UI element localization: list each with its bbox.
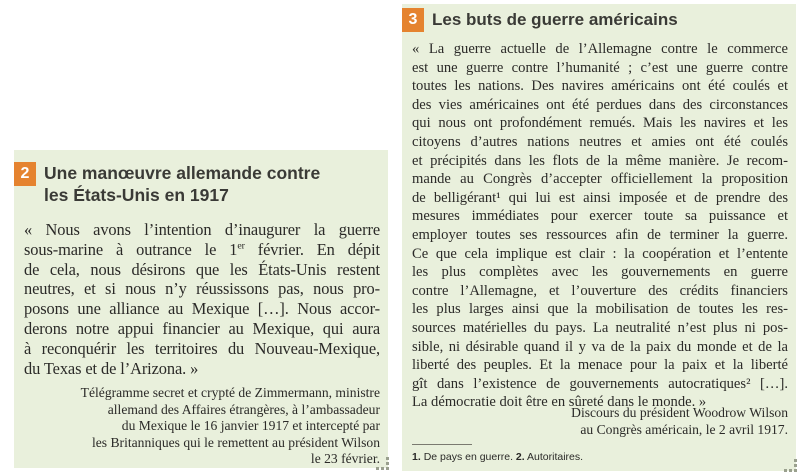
quote-line: employer toutes ses ressources afin de terminer la guerre. <box>412 226 788 243</box>
source-line: du Mexique le 16 janvier 1917 et intercepté par <box>121 418 380 433</box>
quote-line: Ce que cela implique est clair : la coopération et l’entente <box>412 245 788 262</box>
quote-line: et précipités dans les flots de la même manière. Je recom- <box>412 152 788 169</box>
document-2-heading <box>14 162 320 206</box>
quote-line: mande au Congrès d’accepter officiellement la proposition <box>412 171 788 188</box>
source-line: au Congrès américain, le 2 avril 1917. <box>580 422 788 437</box>
corner-decoration <box>376 457 389 470</box>
quote-line: sources matérielles du pays. La neutralité n’est plus ni pos- <box>412 319 788 336</box>
document-3-source <box>412 404 788 438</box>
document-2-title <box>44 162 320 206</box>
document-2-source <box>24 385 380 468</box>
footnote-2-text: Autoritaires. <box>527 451 584 463</box>
source-line: le 23 février. <box>310 451 380 466</box>
source-line: les Britanniques qui le remettent au président Wilson <box>91 434 380 450</box>
document-2-title-line-2: les États-Unis en 1917 <box>44 185 229 205</box>
quote-line: citoyens d’autres nations neutres et amies ont été coulés <box>412 133 788 150</box>
quote-line: « La guerre actuelle de l’Allemagne contre le commerce <box>412 41 788 57</box>
corner-decoration <box>784 459 797 472</box>
quote-line: à reconquérir les territoires du Nouveau-Mexique, <box>24 338 380 358</box>
quote-line: toutes les nations. Des navires américains ont été coulés et <box>412 78 788 95</box>
source-line: allemand des Affaires étrangères, à l’ambassadeur <box>107 401 380 417</box>
quote-line: derons notre appui financier au Mexique, qui aura <box>24 318 380 338</box>
quote-line: contre l’Allemagne, et l’ouverture des crédits financiers <box>412 282 788 299</box>
footnote-1-number: 1. <box>412 451 421 463</box>
document-2-number-badge: 2 <box>14 162 36 186</box>
quote-line: « Nous avons l’intention d’inaugurer la guerre <box>24 220 380 239</box>
footnote-1-text: De pays en guerre. <box>423 451 513 463</box>
quote-line: sous-marine à outrance le 1er février. En dépit <box>24 239 381 259</box>
footnote-divider <box>412 444 472 445</box>
quote-line: les plus complètes avec les gouvernements en guerre <box>412 264 788 281</box>
quote-line: de belligérant¹ qui lui est ainsi imposée et de prendre des <box>412 189 788 206</box>
footnote-2-number: 2. <box>515 451 525 463</box>
document-3-heading <box>402 8 678 32</box>
quote-line: sible, ni désirable quand il y va de la paix du monde et de la <box>412 338 788 355</box>
quote-line: liberté des peuples. Et la menace pour la paix et la liberté <box>412 357 788 374</box>
document-3-number-badge: 3 <box>402 8 424 32</box>
document-2-title-line-1: Une manœuvre allemande contre <box>44 163 321 183</box>
document-2-quote <box>24 220 380 378</box>
quote-line: est une guerre contre l’humanité ; c’est une guerre contre <box>412 59 788 76</box>
quote-line: posons une alliance au Mexique […]. Nous accor- <box>24 299 380 319</box>
quote-line: gît dans l’existence de gouvernements autocratiques² […]. <box>412 375 788 392</box>
quote-line: les plus larges ainsi que la mobilisation de toutes les res- <box>412 301 788 318</box>
quote-line: du Texas et de l’Arizona. » <box>24 358 199 378</box>
quote-line: neutres, et si nous n’y réussissons pas, nous pro- <box>24 279 380 299</box>
quote-line: des vies américaines ont été perdues dans des circonstances <box>412 96 788 113</box>
quote-line: La démocratie doit être en sûreté dans le monde. » <box>412 394 707 411</box>
quote-line: mesures immédiates pour exercer toute sa puissance et <box>412 208 788 225</box>
document-3-quote <box>412 40 788 412</box>
quote-line: de cela, nous désirons que les États-Unis restent <box>24 259 380 279</box>
footnotes <box>412 450 583 464</box>
document-3-title: Les buts de guerre américains <box>432 10 678 29</box>
source-line: Télégramme secret et crypté de Zimmermann, ministre <box>80 385 380 400</box>
quote-line: qui nous ont profondément remués. Mais les navires et les <box>412 115 788 132</box>
source-line: Discours du président Woodrow Wilson <box>571 405 788 420</box>
